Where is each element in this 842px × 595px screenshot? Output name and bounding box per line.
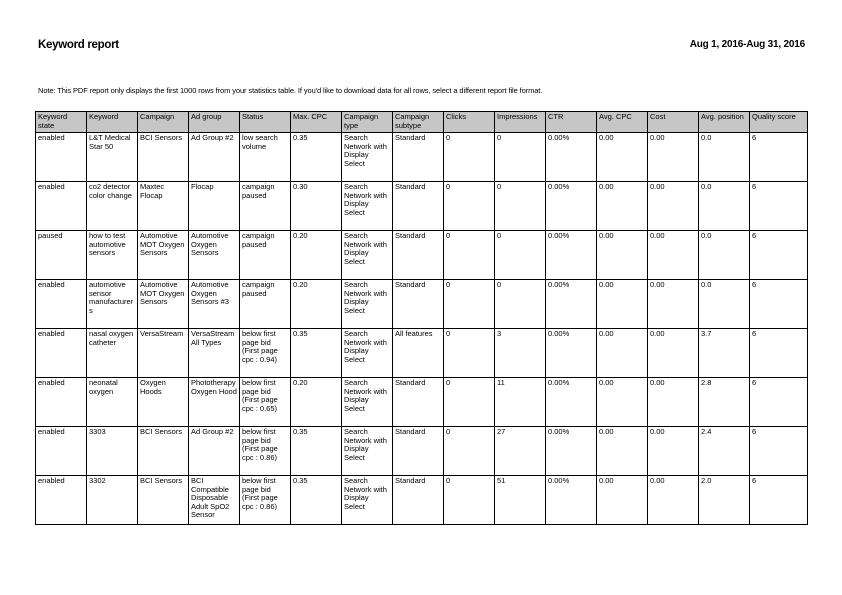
cell-avg-position: 0.0	[699, 133, 750, 182]
col-header-avg-cpc: Avg. CPC	[597, 112, 648, 133]
cell-ad-group: VersaStream All Types	[189, 329, 240, 378]
cell-ctr: 0.00%	[546, 231, 597, 280]
cell-max-cpc: 0.30	[291, 182, 342, 231]
cell-ctr: 0.00%	[546, 280, 597, 329]
cell-clicks: 0	[444, 231, 495, 280]
cell-keyword: co2 detector color change	[87, 182, 138, 231]
cell-avg-cpc: 0.00	[597, 133, 648, 182]
cell-ad-group: Phototherapy Oxygen Hood	[189, 378, 240, 427]
cell-keyword-state: paused	[36, 231, 87, 280]
cell-ad-group: Ad Group #2	[189, 427, 240, 476]
cell-cost: 0.00	[648, 133, 699, 182]
cell-status: campaign paused	[240, 280, 291, 329]
cell-campaign: VersaStream	[138, 329, 189, 378]
cell-ctr: 0.00%	[546, 133, 597, 182]
cell-cost: 0.00	[648, 231, 699, 280]
cell-keyword-state: enabled	[36, 280, 87, 329]
col-header-quality-score: Quality score	[750, 112, 808, 133]
cell-ctr: 0.00%	[546, 329, 597, 378]
cell-clicks: 0	[444, 427, 495, 476]
cell-ctr: 0.00%	[546, 476, 597, 525]
cell-avg-cpc: 0.00	[597, 280, 648, 329]
report-title: Keyword report	[38, 39, 119, 51]
cell-impressions: 11	[495, 378, 546, 427]
cell-campaign-subtype: Standard	[393, 280, 444, 329]
cell-campaign-type: Search Network with Display Select	[342, 182, 393, 231]
table-row	[36, 231, 808, 280]
col-header-keyword-state: Keyword state	[36, 112, 87, 133]
cell-quality-score: 6	[750, 476, 808, 525]
cell-campaign-type: Search Network with Display Select	[342, 476, 393, 525]
col-header-max-cpc: Max. CPC	[291, 112, 342, 133]
cell-max-cpc: 0.35	[291, 427, 342, 476]
cell-max-cpc: 0.20	[291, 378, 342, 427]
cell-campaign-type: Search Network with Display Select	[342, 378, 393, 427]
keyword-table	[35, 111, 808, 525]
cell-keyword-state: enabled	[36, 329, 87, 378]
cell-ctr: 0.00%	[546, 182, 597, 231]
cell-quality-score: 6	[750, 280, 808, 329]
cell-cost: 0.00	[648, 378, 699, 427]
cell-campaign-subtype: Standard	[393, 231, 444, 280]
cell-status: below first page bid (First page cpc : 0.94)	[240, 329, 291, 378]
date-range: Aug 1, 2016-Aug 31, 2016	[689, 39, 805, 50]
cell-ad-group: Automotive Oxygen Sensors #3	[189, 280, 240, 329]
table-row	[36, 378, 808, 427]
cell-clicks: 0	[444, 133, 495, 182]
cell-quality-score: 6	[750, 182, 808, 231]
cell-campaign-subtype: Standard	[393, 133, 444, 182]
col-header-cost: Cost	[648, 112, 699, 133]
report-note: Note: This PDF report only displays the first 1000 rows from your statistics table. If you'd like to download data for all rows, select a different report file format.	[38, 86, 543, 95]
table-row	[36, 182, 808, 231]
cell-keyword: nasal oxygen catheter	[87, 329, 138, 378]
cell-cost: 0.00	[648, 329, 699, 378]
cell-campaign-subtype: Standard	[393, 378, 444, 427]
cell-avg-cpc: 0.00	[597, 182, 648, 231]
cell-status: below first page bid (First page cpc : 0.86)	[240, 427, 291, 476]
cell-avg-position: 2.8	[699, 378, 750, 427]
cell-campaign-type: Search Network with Display Select	[342, 280, 393, 329]
cell-cost: 0.00	[648, 182, 699, 231]
cell-keyword: L&T Medical Star 50	[87, 133, 138, 182]
cell-status: campaign paused	[240, 231, 291, 280]
cell-ad-group: Ad Group #2	[189, 133, 240, 182]
cell-cost: 0.00	[648, 476, 699, 525]
cell-avg-cpc: 0.00	[597, 231, 648, 280]
cell-campaign: Automotive MOT Oxygen Sensors	[138, 231, 189, 280]
table-header-row	[36, 112, 808, 133]
cell-impressions: 0	[495, 182, 546, 231]
cell-keyword: automotive sensor manufacturers	[87, 280, 138, 329]
cell-avg-position: 2.4	[699, 427, 750, 476]
col-header-ad-group: Ad group	[189, 112, 240, 133]
cell-avg-cpc: 0.00	[597, 329, 648, 378]
col-header-keyword: Keyword	[87, 112, 138, 133]
cell-campaign: Automotive MOT Oxygen Sensors	[138, 280, 189, 329]
cell-max-cpc: 0.20	[291, 231, 342, 280]
cell-max-cpc: 0.35	[291, 329, 342, 378]
table-row	[36, 329, 808, 378]
cell-impressions: 51	[495, 476, 546, 525]
cell-campaign-subtype: Standard	[393, 476, 444, 525]
cell-quality-score: 6	[750, 231, 808, 280]
col-header-status: Status	[240, 112, 291, 133]
cell-campaign-type: Search Network with Display Select	[342, 329, 393, 378]
col-header-avg-position: Avg. position	[699, 112, 750, 133]
col-header-campaign: Campaign	[138, 112, 189, 133]
cell-campaign-type: Search Network with Display Select	[342, 133, 393, 182]
cell-avg-cpc: 0.00	[597, 476, 648, 525]
cell-avg-cpc: 0.00	[597, 378, 648, 427]
cell-campaign-subtype: Standard	[393, 182, 444, 231]
col-header-clicks: Clicks	[444, 112, 495, 133]
cell-avg-cpc: 0.00	[597, 427, 648, 476]
cell-ad-group: BCI Compatible Disposable Adult SpO2 Sensor	[189, 476, 240, 525]
table-row	[36, 476, 808, 525]
cell-keyword-state: enabled	[36, 476, 87, 525]
cell-max-cpc: 0.35	[291, 476, 342, 525]
col-header-impressions: Impressions	[495, 112, 546, 133]
cell-quality-score: 6	[750, 427, 808, 476]
cell-keyword: 3302	[87, 476, 138, 525]
cell-status: below first page bid (First page cpc : 0.86)	[240, 476, 291, 525]
cell-keyword-state: enabled	[36, 378, 87, 427]
cell-campaign: Oxygen Hoods	[138, 378, 189, 427]
cell-impressions: 27	[495, 427, 546, 476]
cell-clicks: 0	[444, 476, 495, 525]
cell-quality-score: 6	[750, 378, 808, 427]
cell-ad-group: Flocap	[189, 182, 240, 231]
cell-campaign-subtype: Standard	[393, 427, 444, 476]
cell-quality-score: 6	[750, 329, 808, 378]
cell-avg-position: 0.0	[699, 280, 750, 329]
cell-keyword: neonatal oxygen	[87, 378, 138, 427]
col-header-campaign-type: Campaign type	[342, 112, 393, 133]
cell-clicks: 0	[444, 280, 495, 329]
cell-status: below first page bid (First page cpc : 0.65)	[240, 378, 291, 427]
cell-clicks: 0	[444, 378, 495, 427]
cell-avg-position: 0.0	[699, 231, 750, 280]
table-row	[36, 427, 808, 476]
cell-impressions: 0	[495, 280, 546, 329]
cell-campaign: BCI Sensors	[138, 427, 189, 476]
cell-ctr: 0.00%	[546, 427, 597, 476]
table-row	[36, 133, 808, 182]
cell-campaign-type: Search Network with Display Select	[342, 427, 393, 476]
cell-impressions: 3	[495, 329, 546, 378]
cell-cost: 0.00	[648, 427, 699, 476]
cell-ctr: 0.00%	[546, 378, 597, 427]
cell-campaign: BCI Sensors	[138, 476, 189, 525]
cell-keyword-state: enabled	[36, 133, 87, 182]
cell-impressions: 0	[495, 133, 546, 182]
cell-keyword-state: enabled	[36, 182, 87, 231]
cell-keyword: 3303	[87, 427, 138, 476]
cell-avg-position: 0.0	[699, 182, 750, 231]
col-header-campaign-subtype: Campaign subtype	[393, 112, 444, 133]
cell-max-cpc: 0.20	[291, 280, 342, 329]
cell-ad-group: Automotive Oxygen Sensors	[189, 231, 240, 280]
cell-cost: 0.00	[648, 280, 699, 329]
cell-campaign: Maxtec Flocap	[138, 182, 189, 231]
cell-avg-position: 2.0	[699, 476, 750, 525]
cell-status: campaign paused	[240, 182, 291, 231]
cell-campaign-subtype: All features	[393, 329, 444, 378]
cell-keyword: how to test automotive sensors	[87, 231, 138, 280]
cell-clicks: 0	[444, 329, 495, 378]
cell-campaign: BCI Sensors	[138, 133, 189, 182]
cell-clicks: 0	[444, 182, 495, 231]
cell-max-cpc: 0.35	[291, 133, 342, 182]
cell-impressions: 0	[495, 231, 546, 280]
cell-status: low search volume	[240, 133, 291, 182]
table-row	[36, 280, 808, 329]
cell-avg-position: 3.7	[699, 329, 750, 378]
cell-quality-score: 6	[750, 133, 808, 182]
cell-campaign-type: Search Network with Display Select	[342, 231, 393, 280]
cell-keyword-state: enabled	[36, 427, 87, 476]
col-header-ctr: CTR	[546, 112, 597, 133]
